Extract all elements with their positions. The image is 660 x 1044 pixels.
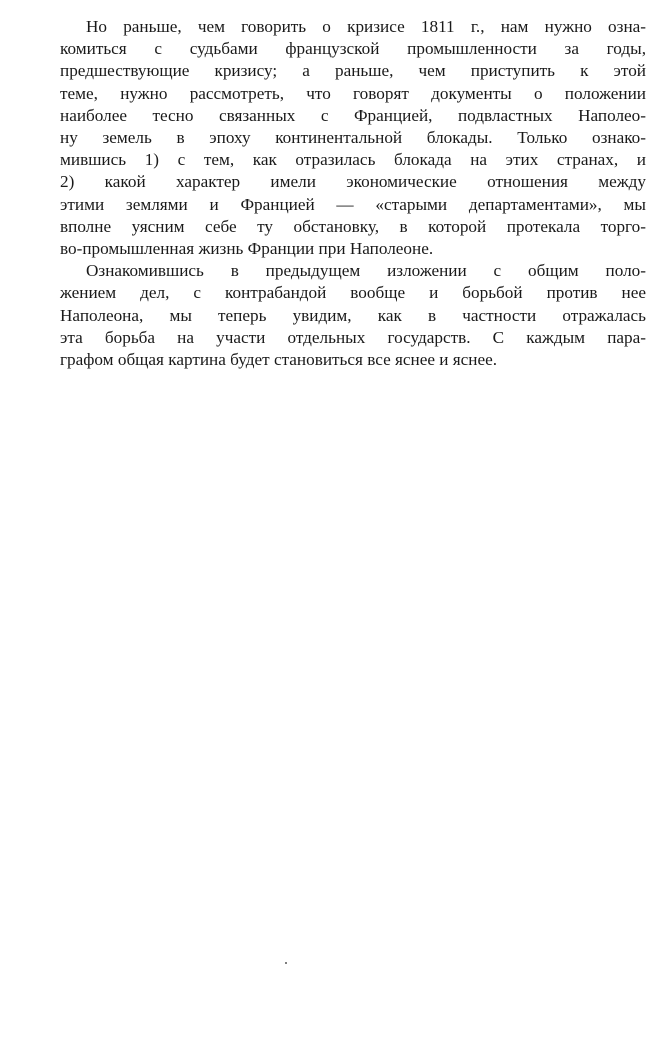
text-line: эта борьба на участи отдельных государств. С каждым пара-	[60, 327, 646, 347]
scan-speck	[285, 962, 287, 964]
text-line: этими землями и Францией — «старыми департаментами», мы	[60, 194, 646, 214]
text-line: Наполеона, мы теперь увидим, как в частности отражалась	[60, 305, 646, 325]
text-line: наиболее тесно связанных с Францией, подвластных Наполео-	[60, 105, 646, 125]
text-line: во-промышленная жизнь Франции при Наполеоне.	[60, 239, 434, 259]
text-line: вполне уясним себе ту обстановку, в которой протекала торго-	[60, 216, 646, 236]
text-line: 2) какой характер имели экономические отношения между	[60, 172, 646, 192]
text-line: ну земель в эпоху континентальной блокады. Только ознако-	[60, 128, 646, 148]
text-line: Ознакомившись в предыдущем изложении с общим поло-	[86, 261, 646, 281]
paragraph-2	[34, 260, 646, 371]
paragraph-1	[34, 16, 646, 260]
text-line: предшествующие кризису; а раньше, чем приступить к этой	[60, 61, 646, 81]
text-line: графом общая картина будет становиться все яснее и яснее.	[60, 350, 498, 370]
body-text	[34, 16, 646, 371]
text-line: Но раньше, чем говорить о кризисе 1811 г., нам нужно озна-	[86, 17, 646, 36]
text-line: комиться с судьбами французской промышленности за годы,	[60, 39, 646, 59]
text-line: жением дел, с контрабандой вообще и борьбой против нее	[60, 283, 646, 303]
text-line: мившись 1) с тем, как отразилась блокада на этих странах, и	[60, 150, 646, 170]
text-line: теме, нужно рассмотреть, что говорят документы о положении	[60, 83, 646, 103]
